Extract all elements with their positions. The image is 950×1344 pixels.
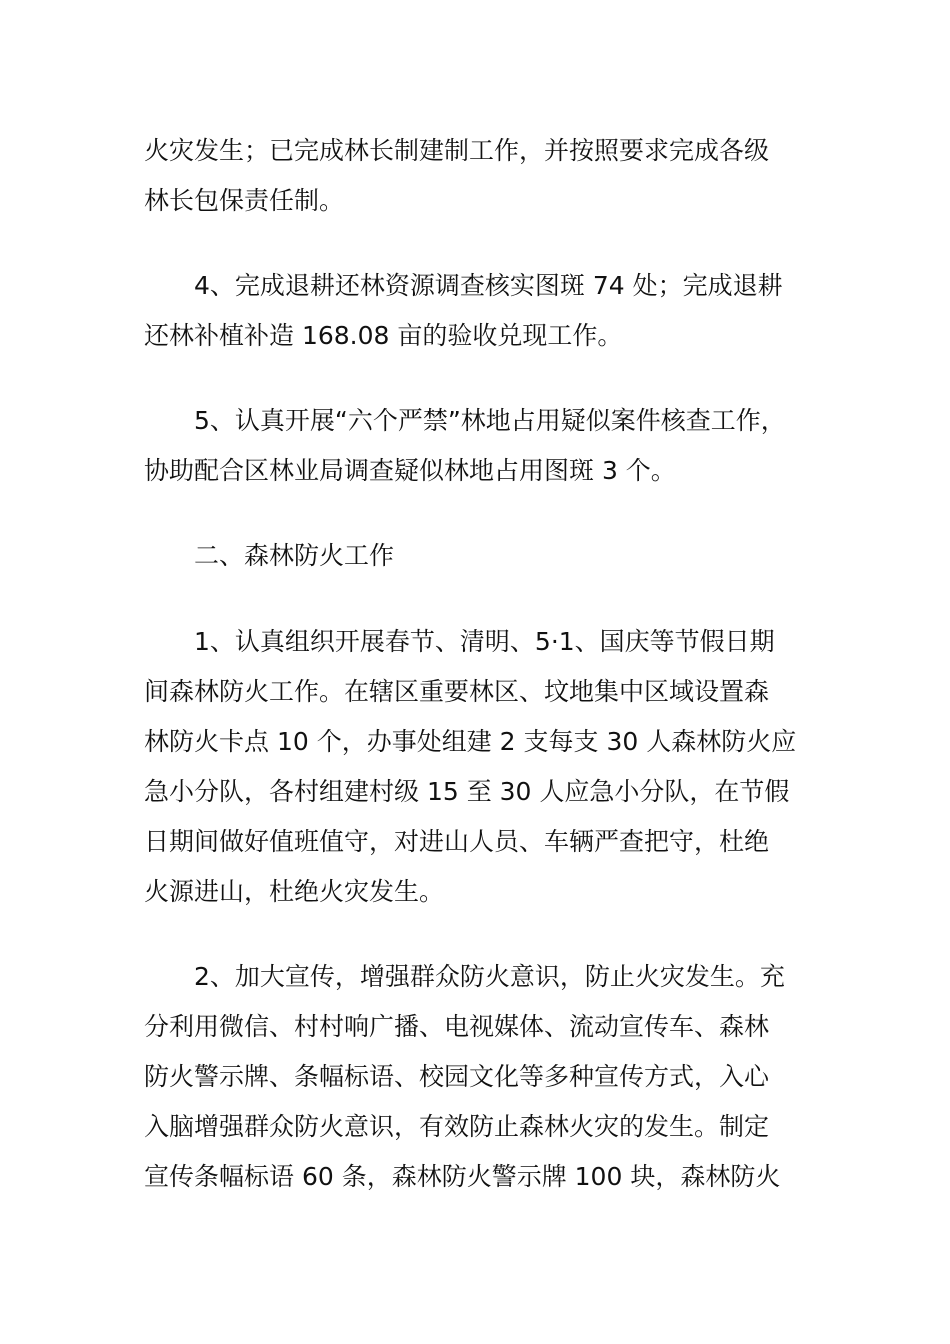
paragraph-fire-prevention-1 — [144, 617, 804, 917]
text-line: 间森林防火工作。在辖区重要林区、坟地集中区域设置森 — [144, 677, 770, 706]
paragraph-forest-chief-system — [144, 126, 804, 226]
text-line: 火灾发生；已完成林长制建制工作，并按照要求完成各级 — [144, 136, 770, 165]
text-line: 分利用微信、村村响广播、电视媒体、流动宣传车、森林 — [144, 1012, 770, 1041]
text-line: 火源进山，杜绝火灾发生。 — [144, 877, 445, 906]
text-line: 5、认真开展“六个严禁”林地占用疑似案件核查工作， — [194, 406, 786, 435]
paragraph-item-4 — [144, 261, 804, 361]
text-line: 急小分队，各村组建村级 15 至 30 人应急小分队，在节假 — [144, 777, 790, 806]
text-line: 1、认真组织开展春节、清明、5·1、国庆等节假日期 — [194, 627, 775, 656]
text-line: 2、加大宣传，增强群众防火意识，防止火灾发生。充 — [194, 962, 785, 991]
text-line: 日期间做好值班值守，对进山人员、车辆严查把守，杜绝 — [144, 827, 770, 856]
text-line: 林防火卡点 10 个，办事处组建 2 支每支 30 人森林防火应 — [144, 727, 797, 756]
text-line: 协助配合区林业局调查疑似林地占用图斑 3 个。 — [144, 456, 676, 485]
section-heading-text: 二、森林防火工作 — [194, 541, 395, 570]
text-line: 林长包保责任制。 — [144, 186, 345, 215]
text-line: 宣传条幅标语 60 条，森林防火警示牌 100 块，森林防火 — [144, 1162, 781, 1191]
text-line: 4、完成退耕还林资源调查核实图斑 74 处；完成退耕 — [194, 271, 783, 300]
text-line: 还林补植补造 168.08 亩的验收兑现工作。 — [144, 321, 623, 350]
text-line: 防火警示牌、条幅标语、校园文化等多种宣传方式，入心 — [144, 1062, 770, 1091]
paragraph-fire-prevention-2 — [144, 952, 804, 1202]
paragraph-item-5 — [144, 396, 804, 496]
text-line: 入脑增强群众防火意识，有效防止森林火灾的发生。制定 — [144, 1112, 770, 1141]
section-heading-forest-fire-prevention — [144, 531, 804, 581]
